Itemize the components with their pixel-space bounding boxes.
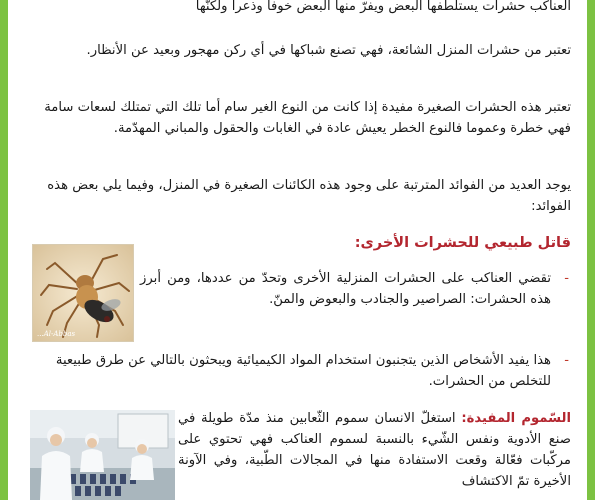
laboratory-image	[30, 410, 175, 500]
page-border-right	[587, 0, 595, 500]
paragraph-common-insects: تعتبر من حشرات المنزل الشائعة، فهي تصنع شباكها في أي ركن مهجور وبعيد عن الأنظار.	[86, 43, 571, 58]
spider-image	[32, 244, 134, 342]
list-item	[38, 350, 571, 392]
paragraph-useful-harmful: تعتبر هذه الحشرات الصغيرة مفيدة إذا كانت من النوع الغير سام أما تلك التي تمتلك لسعات سامة فهي خطرة وعموما فالنوع الخطر يعيش عادة في الغابات والحقول والمباني المهدّمة.	[44, 100, 571, 136]
section-heading-natural-killer: قاتل طبيعي للحشرات الأخرى:	[354, 235, 571, 251]
page-border-left	[0, 0, 8, 500]
list-item	[140, 268, 571, 310]
spider-illustration	[33, 245, 133, 341]
benefit-list	[140, 268, 571, 322]
venom-text: استغلّ الانسان سموم الثّعابين منذ مدّة طويلة في صنع الأدوية ونفس الشّيء بالنسبة لسموم العناكب فهي تحتوي على مركّبات فعّالة وقعت الاستفادة منها في المجالات الطّبية، وفي الآونة الأخيرة تمّ الاكتشاف	[178, 411, 571, 489]
bullet-dash: -	[564, 271, 569, 286]
list-item-text: تقضي العناكب على الحشرات المنزلية الأخرى وتحدّ من عددها، ومن أبرز هذه الحشرات: الصراصير والجنادب والبعوض والمنّ.	[140, 271, 551, 307]
paragraph-benefits-intro: يوجد العديد من الفوائد المترتبة على وجود هذه الكائنات الصغيرة في المنزل، وفيما يلي بعض هذه الفوائد:	[47, 178, 571, 214]
paragraph-useful-venom	[178, 408, 571, 492]
venom-heading: السّموم المفيدة:	[461, 411, 571, 426]
list-item-text: هذا يفيد الأشخاص الذين يتجنبون استخدام المواد الكيميائية ويبحثون بالتالي عن طرق طبيعية للتخلص من الحشرات.	[55, 353, 551, 389]
bullet-dash: -	[564, 353, 569, 368]
paragraph-intro: العناكب حشرات يستلطفها البعض ويفرّ منها البعض خوفا وذعرا ولكنّها	[195, 0, 571, 14]
lab-workers-illustration	[30, 410, 175, 500]
image-watermark: Al-Abbas...	[37, 330, 76, 338]
